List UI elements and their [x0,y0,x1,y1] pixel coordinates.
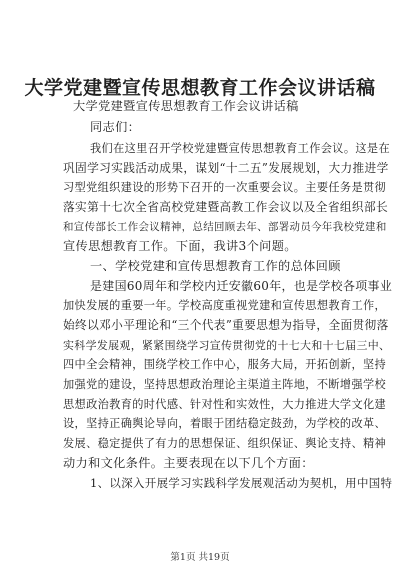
paragraph-line: 是建国60周年和学校内迁安徽60年，也是学校各项事业 [90,279,393,293]
paragraph-line: 宣传思想教育工作。下面，我讲3个问题。 [63,239,297,253]
section-heading: 一、学校党建和宣传思想教育工作的总体回顾 [90,259,341,273]
paragraph-line: 落实第十七次全省高校党建暨高教工作会议以及全省组织部长 [63,200,389,214]
paragraph-line: 加快发展的重要一年。学校高度重视党建和宣传思想教育工作， [63,299,387,312]
paragraph-line: 发展、稳定提供了有力的思想保证、组织保证、舆论支持、精神 [63,437,387,450]
paragraph-line: 动力和文化条件。主要表现在以下几个方面： [63,456,314,470]
document-title: 大学党建暨宣传思想教育工作会议讲话稿 [24,77,376,99]
paragraph-line: 习型党组织建设的形势下召开的一次重要会议。主要任务是贯彻 [63,181,387,194]
paragraph-line: 始终以邓小平理论和“三个代表”重要思想为指导，全面贯彻落 [63,318,389,332]
paragraph-line: 我们在这里召开学校党建暨宣传思想教育工作会议。这是在 [90,142,390,155]
paragraph-line: 1、以深入开展学习实践科学发展观活动为契机，用中国特 [90,476,393,490]
paragraph-line: 加强党的建设，坚持思想政治理论主渠道主阵地，不断增强学校 [63,378,387,391]
paragraph-line: 和宣传部长工作会议精神，总结回顾去年、部署动员今年我校党建和 [63,221,387,233]
paragraph-line: 设，坚持正确舆论导向，着眼于团结稳定鼓劲，为学校的改革、 [63,417,387,430]
subtitle-line: 大学党建暨宣传思想教育工作会议讲话稿 [73,99,299,113]
salutation-line: 同志们： [90,120,141,134]
paragraph-line: 巩固学习实践活动成果，谋划“十二五”发展规划，大力推进学 [63,161,389,175]
page-footer: 第1页 共19页 [170,552,230,563]
paragraph-line: 思想政治教育的时代感、针对性和实效性，大力推进大学文化建 [63,398,387,411]
paragraph-line: 四中全会精神，围绕学校工作中心，服务大局，开拓创新，坚持 [63,358,387,371]
paragraph-line: 实科学发展观，紧紧围绕学习宣传贯彻党的十七大和十七届三中、 [63,339,391,352]
